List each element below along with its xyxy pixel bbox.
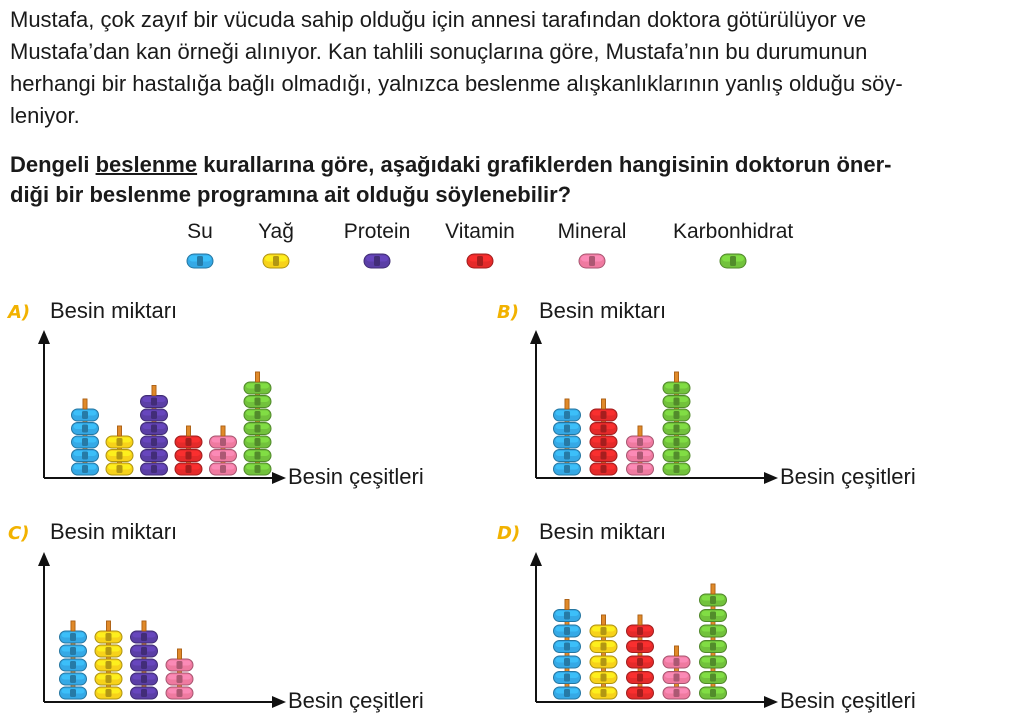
- question-suffix: kurallarına göre, aşağıdaki grafiklerden hangisinin doktorun öner-: [197, 152, 892, 177]
- paragraph-line: Mustafa’dan kan örneği alınıyor. Kan tahlili sonuçlarına göre, Mustafa’nın bu durumunun: [10, 39, 868, 64]
- bar-su: [72, 399, 99, 475]
- legend-item-mineral: [532, 220, 652, 270]
- legend-label: Mineral: [557, 220, 627, 243]
- bar-mineral: [210, 426, 237, 475]
- paragraph-line: leniyor.: [10, 103, 80, 128]
- option-b-chart: [530, 330, 780, 488]
- option-b-letter: B): [497, 302, 519, 323]
- legend: [0, 220, 1025, 280]
- y-axis-arrow: [38, 552, 50, 566]
- bar-vitamin: [590, 399, 617, 475]
- bar-mineral: [627, 426, 654, 475]
- paragraph-line: herhangi bir hastalığa bağlı olmadığı, yalnızca beslenme alışkanlıklarının yanlış olduğu söy-: [10, 71, 903, 96]
- bar-karbonhidrat: [244, 372, 271, 475]
- bar-su: [554, 399, 581, 475]
- question-underlined-word: beslenme: [95, 152, 198, 177]
- y-axis-label: Besin miktarı: [539, 519, 667, 544]
- option-a-chart: [38, 330, 288, 488]
- legend-swatch-karbonhidrat: [719, 252, 747, 270]
- bar-mineral: [663, 646, 690, 699]
- legend-label: Su: [187, 220, 213, 243]
- x-axis-label: Besin çeşitleri: [780, 464, 916, 489]
- legend-label: Vitamin: [445, 220, 515, 243]
- option-c-letter: C): [8, 523, 30, 544]
- y-axis-label: Besin miktarı: [539, 298, 667, 323]
- y-axis-arrow: [530, 552, 542, 566]
- x-axis-arrow: [272, 472, 286, 484]
- bar-karbonhidrat: [700, 584, 727, 699]
- legend-item-vitamin: [420, 220, 540, 270]
- bar-yağ: [95, 621, 122, 699]
- bar-su: [60, 621, 87, 699]
- bar-karbonhidrat: [663, 372, 690, 475]
- x-axis-arrow: [272, 696, 286, 708]
- question-line-2: diği bir beslenme programına ait olduğu söylenebilir?: [10, 182, 572, 207]
- x-axis-arrow: [764, 696, 778, 708]
- question-line-1: [10, 150, 1014, 180]
- legend-label: Yağ: [258, 220, 294, 243]
- legend-swatch-mineral: [578, 252, 606, 270]
- legend-swatch-vitamin: [466, 252, 494, 270]
- bar-yağ: [590, 615, 617, 699]
- legend-item-karbonhidrat: [673, 220, 793, 270]
- legend-label: Karbonhidrat: [673, 220, 794, 243]
- bar-su: [554, 600, 581, 700]
- paragraph-line: Mustafa, çok zayıf bir vücuda sahip olduğu için annesi tarafından doktora götürülüyor ve: [10, 7, 867, 32]
- question-text: [10, 150, 1014, 210]
- bar-vitamin: [627, 615, 654, 699]
- option-c-chart: [38, 552, 288, 712]
- legend-item-protein: [317, 220, 437, 270]
- x-axis-arrow: [764, 472, 778, 484]
- problem-paragraph: [10, 4, 1014, 132]
- x-axis-label: Besin çeşitleri: [288, 688, 424, 713]
- question-prefix: Dengeli: [10, 152, 96, 177]
- y-axis-label: Besin miktarı: [50, 519, 178, 544]
- x-axis-label: Besin çeşitleri: [288, 464, 424, 489]
- legend-swatch-yağ: [262, 252, 290, 270]
- option-d-letter: D): [497, 523, 521, 544]
- bar-mineral: [166, 649, 193, 699]
- y-axis-arrow: [38, 330, 50, 344]
- y-axis-label: Besin miktarı: [50, 298, 178, 323]
- bar-protein: [141, 386, 168, 476]
- x-axis-label: Besin çeşitleri: [780, 688, 916, 713]
- bar-yağ: [106, 426, 133, 475]
- legend-swatch-su: [186, 252, 214, 270]
- legend-label: Protein: [343, 220, 411, 243]
- y-axis-arrow: [530, 330, 542, 344]
- legend-swatch-protein: [363, 252, 391, 270]
- option-d-chart: [530, 552, 780, 712]
- bar-protein: [131, 621, 158, 699]
- option-a-letter: A): [8, 302, 31, 323]
- bar-vitamin: [175, 426, 202, 475]
